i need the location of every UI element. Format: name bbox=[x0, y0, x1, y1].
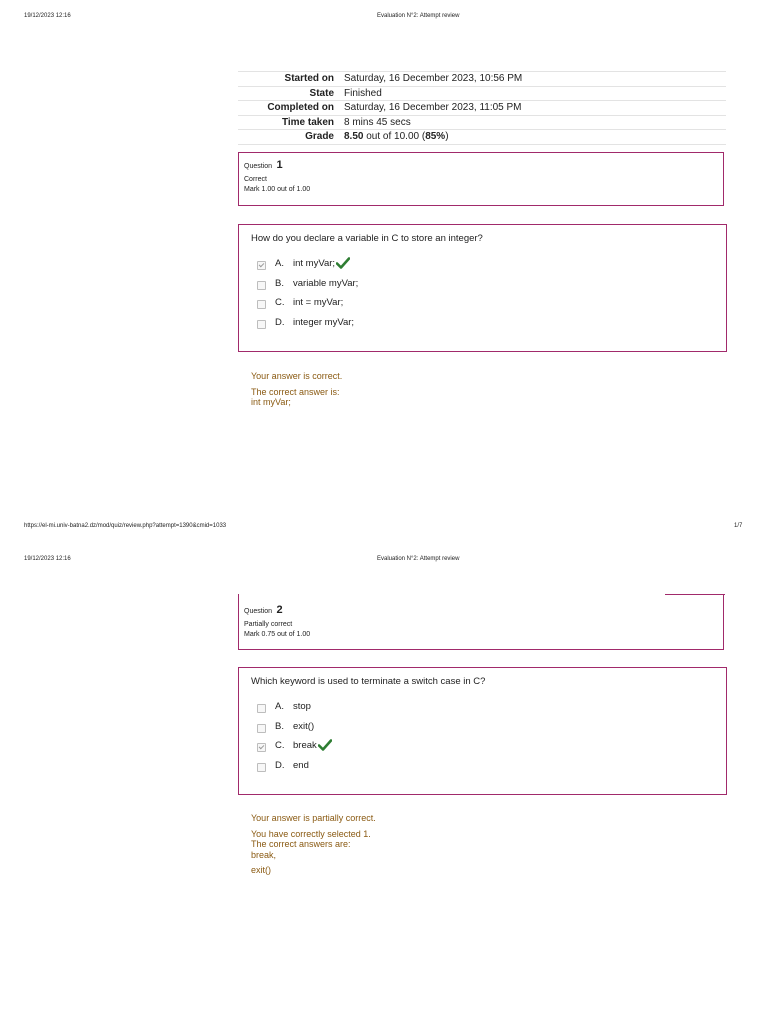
question-1-info bbox=[238, 152, 724, 206]
option-checkbox[interactable] bbox=[257, 281, 266, 290]
print-title: Evaluation N°2: Attempt review bbox=[377, 13, 460, 19]
time-label: Time taken bbox=[238, 115, 344, 130]
option-checkbox[interactable] bbox=[257, 300, 266, 309]
summary-row-started bbox=[238, 72, 726, 87]
grade-mid: out of 10.00 ( bbox=[363, 131, 426, 142]
feedback-result: Your answer is correct. bbox=[251, 371, 343, 381]
option-letter: D. bbox=[275, 316, 285, 328]
completed-value: Saturday, 16 December 2023, 11:05 PM bbox=[344, 101, 726, 116]
time-value: 8 mins 45 secs bbox=[344, 115, 726, 130]
option-checkbox[interactable] bbox=[257, 763, 266, 772]
summary-row-state bbox=[238, 86, 726, 101]
print-title: Evaluation N°2: Attempt review bbox=[377, 556, 460, 562]
box-top-edge bbox=[665, 594, 725, 595]
feedback-result: Your answer is partially correct. bbox=[251, 813, 376, 823]
option-text: integer myVar; bbox=[293, 316, 355, 328]
question-1-content bbox=[238, 224, 727, 352]
option-letter: B. bbox=[275, 277, 284, 289]
question-1-feedback bbox=[251, 371, 342, 413]
option-text: variable myVar; bbox=[293, 277, 359, 289]
option-letter: B. bbox=[275, 720, 284, 732]
grade-score: 8.50 bbox=[344, 131, 364, 142]
option-b[interactable] bbox=[251, 721, 714, 741]
question-status: Correct bbox=[244, 176, 267, 183]
option-d[interactable] bbox=[251, 760, 714, 780]
option-checkbox[interactable] bbox=[257, 320, 266, 329]
summary-row-completed bbox=[238, 101, 726, 116]
feedback-correct-intro: The correct answers are: bbox=[251, 839, 351, 849]
option-a[interactable] bbox=[251, 701, 714, 721]
option-checkbox-checked[interactable] bbox=[257, 261, 266, 270]
option-text: break bbox=[293, 740, 317, 751]
state-value: Finished bbox=[344, 86, 726, 101]
summary-row-time bbox=[238, 115, 726, 130]
option-text: stop bbox=[293, 701, 311, 712]
state-label: State bbox=[238, 86, 344, 101]
question-2-feedback bbox=[251, 813, 376, 881]
feedback-correct-answer: int myVar; bbox=[251, 397, 291, 407]
feedback-correct-intro: The correct answer is: bbox=[251, 386, 340, 397]
question-2-content bbox=[238, 667, 727, 795]
check-icon bbox=[336, 257, 350, 269]
summary-row-grade bbox=[238, 130, 726, 145]
attempt-summary-table bbox=[238, 71, 726, 145]
question-mark: Mark 0.75 out of 1.00 bbox=[244, 631, 311, 638]
option-letter: C. bbox=[275, 297, 285, 308]
option-text: end bbox=[293, 759, 309, 771]
feedback-answer-2: exit() bbox=[251, 865, 271, 875]
option-text: int myVar; bbox=[293, 258, 336, 269]
option-checkbox-checked[interactable] bbox=[257, 743, 266, 752]
option-a[interactable] bbox=[251, 258, 714, 278]
option-checkbox[interactable] bbox=[257, 724, 266, 733]
question-status: Partially correct bbox=[244, 621, 293, 628]
question-label: Question bbox=[244, 163, 273, 170]
print-url: https://el-mi.univ-batna2.dz/mod/quiz/review.php?attempt=1390&cmid=1033 bbox=[24, 523, 227, 529]
grade-value bbox=[344, 130, 726, 145]
grade-percent: 85% bbox=[425, 131, 446, 142]
option-c[interactable] bbox=[251, 740, 714, 760]
option-text: int = myVar; bbox=[293, 297, 344, 308]
started-label: Started on bbox=[238, 72, 344, 87]
question-number: 2 bbox=[276, 604, 283, 616]
option-d[interactable] bbox=[251, 317, 714, 337]
option-letter: C. bbox=[275, 740, 285, 751]
print-date: 19/12/2023 12:16 bbox=[24, 13, 71, 19]
question-mark: Mark 1.00 out of 1.00 bbox=[244, 186, 311, 193]
started-value: Saturday, 16 December 2023, 10:56 PM bbox=[344, 72, 726, 87]
grade-label: Grade bbox=[238, 130, 344, 145]
print-page-number: 1/7 bbox=[734, 523, 743, 529]
option-letter: D. bbox=[275, 759, 285, 771]
answer-options bbox=[251, 258, 714, 336]
feedback-selected: You have correctly selected 1. bbox=[251, 828, 371, 839]
question-2-info bbox=[238, 594, 724, 650]
print-date: 19/12/2023 12:16 bbox=[24, 556, 71, 562]
feedback-answer-1: break, bbox=[251, 849, 277, 860]
option-letter: A. bbox=[275, 701, 284, 712]
question-number: 1 bbox=[276, 159, 283, 171]
question-text: Which keyword is used to terminate a switch case in C? bbox=[251, 676, 486, 687]
option-c[interactable] bbox=[251, 297, 714, 317]
option-text: exit() bbox=[293, 720, 315, 732]
option-letter: A. bbox=[275, 258, 284, 269]
completed-label: Completed on bbox=[238, 101, 344, 116]
grade-end: ) bbox=[445, 131, 449, 142]
question-text: How do you declare a variable in C to store an integer? bbox=[251, 233, 483, 244]
option-b[interactable] bbox=[251, 278, 714, 298]
answer-options bbox=[251, 701, 714, 779]
check-icon bbox=[318, 739, 332, 751]
question-label: Question bbox=[244, 608, 273, 615]
option-checkbox[interactable] bbox=[257, 704, 266, 713]
